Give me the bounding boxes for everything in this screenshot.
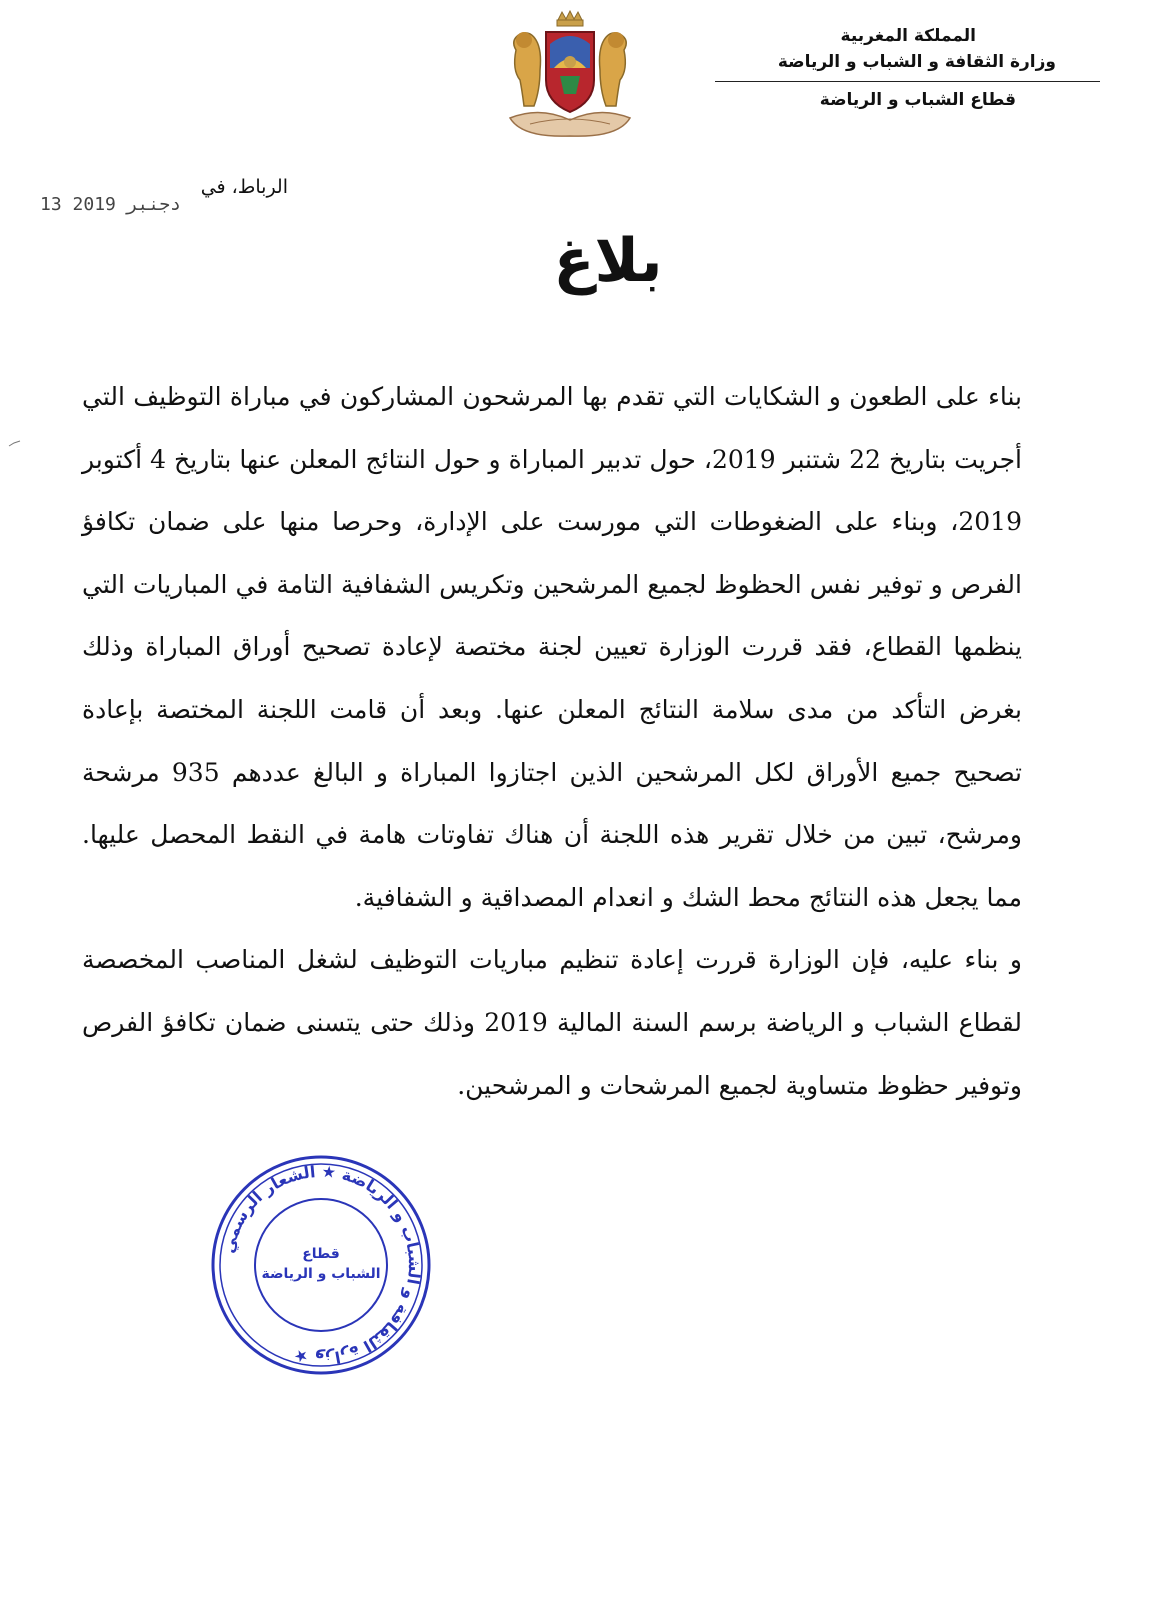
scan-mark-icon [8,438,24,450]
ministry-header [715,26,1100,110]
svg-text:وزارة الثقافة و الشباب و الريا: وزارة الثقافة و الشباب و الرياضة ★ الشعار الرسمي ★ [218,1161,425,1369]
communique-body [82,366,1022,1117]
ministry-name: وزارة الثقافة و الشباب و الرياضة [777,52,1056,73]
body-paragraph-2: و بناء عليه، فإن الوزارة قررت إعادة تنظيم مباريات التوظيف لشغل المناصب المخصصة لقطاع الشباب و الرياضة برسم السنة المالية 2019 وذلك حتى يتسنى ضمان تكافؤ الفرص وتوفير حظوظ متساوية لجميع المرشحات و المرشحين. [82,945,1022,1100]
department-name: قطاع الشباب و الرياضة [819,89,1016,110]
svg-text:قطاع: قطاع [302,1246,340,1262]
header-divider [715,81,1100,82]
body-paragraph-1: بناء على الطعون و الشكايات التي تقدم بها المرشحون المشاركون في مباراة التوظيف التي أجريت بتاريخ 22 شتنبر 2019، حول تدبير المباراة و حول النتائج المعلن عنها بتاريخ 4 أكتوبر 2019، وبناء على الضغوطات التي مورست على الإدارة، وحرصا منها على ضمان تكافؤ الفرص و توفير نفس الحظوظ لجميع المرشحين وتكريس الشفافية التامة في المباريات التي ينظمها القطاع، فقد قررت الوزارة تعيين لجنة مختصة لإعادة تصحيح أوراق المباراة وذلك بغرض التأكد من مدى سلامة النتائج المعلن عنها. وبعد أن قامت اللجنة المختصة بإعادة تصحيح جميع الأوراق لكل المرشحين الذين اجتازوا المباراة و البالغ عددهم 935 مرشحة ومرشح، تبين من خلال تقرير هذه اللجنة أن هناك تفاوتات هامة في النقط المحصل عليها. مما يجعل هذه النتائج محط الشك و انعدام المصداقية و الشفافية. [82,382,1022,912]
place-label: الرباط، في [200,176,288,198]
date-stamp: 13 دجنبر 2019 [40,194,181,215]
svg-text:الشباب و الرياضة: الشباب و الرياضة [261,1266,381,1282]
page-title: بلاغ [553,226,663,296]
coat-of-arms-icon [500,10,640,144]
official-stamp-icon [206,1150,436,1380]
kingdom-name: المملكة المغربية [840,26,976,46]
